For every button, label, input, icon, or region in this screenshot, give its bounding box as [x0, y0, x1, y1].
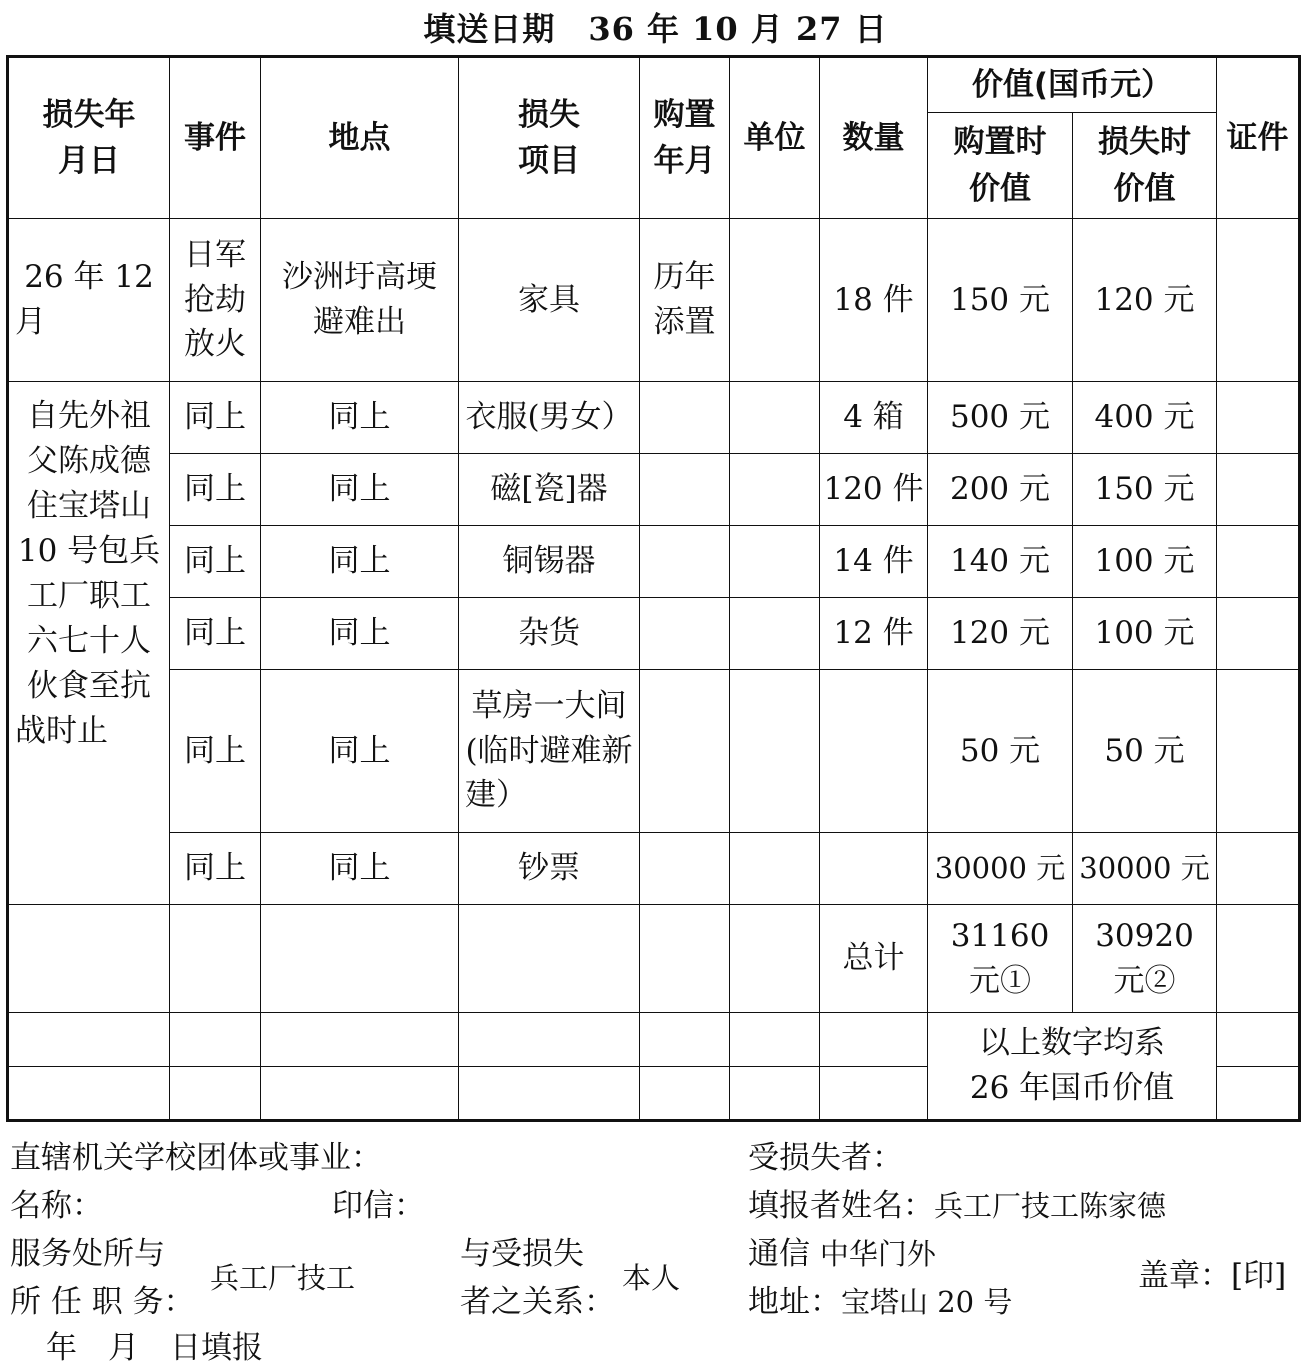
cell-loss-value: 100 元 — [1073, 526, 1217, 598]
cell-quantity: 14 件 — [820, 526, 928, 598]
cell-purchase-date — [640, 670, 730, 833]
reporter-value: 兵工厂技工陈家德 — [934, 1189, 1167, 1223]
table-row — [8, 219, 1300, 382]
relation-value: 本人 — [622, 1261, 681, 1295]
cell-event: 同上 — [170, 382, 261, 454]
cell-purchase-date — [640, 598, 730, 670]
address-value: 宝塔山 20 号 — [841, 1285, 1013, 1319]
header-loss-value: 损失时 价值 — [1073, 113, 1217, 219]
cell-quantity: 120 件 — [820, 454, 928, 526]
stamp-value: [印] — [1231, 1258, 1287, 1294]
cell-item: 磁[瓷]器 — [459, 454, 640, 526]
cell-quantity — [820, 833, 928, 905]
victim-label: 受损失者： — [748, 1140, 903, 1176]
cell-quantity: 18 件 — [820, 219, 928, 382]
table-row — [8, 454, 1300, 526]
header-event: 事件 — [170, 57, 261, 219]
cell-event: 同上 — [170, 526, 261, 598]
cell-quantity — [820, 670, 928, 833]
cell-purchase-value: 140 元 — [928, 526, 1073, 598]
cell-place: 同上 — [261, 526, 459, 598]
cell-place: 同上 — [261, 670, 459, 833]
org-label: 直辖机关学校团体或事业： — [10, 1140, 382, 1176]
cell-evidence — [1217, 526, 1300, 598]
comm-value: 中华门外 — [819, 1237, 936, 1271]
cell-quantity: 12 件 — [820, 598, 928, 670]
cell-evidence — [1217, 833, 1300, 905]
cell-item: 钞票 — [459, 833, 640, 905]
header-quantity: 数量 — [820, 57, 928, 219]
cell-item: 家具 — [459, 219, 640, 382]
cell-place: 同上 — [261, 382, 459, 454]
cell-evidence — [1217, 219, 1300, 382]
merged-note: 自先外祖父陈成德住宝塔山 10 号包兵工厂职工六七十人伙食至抗战时止 — [8, 382, 170, 905]
cell-item: 衣服(男女） — [459, 382, 640, 454]
cell-item: 杂货 — [459, 598, 640, 670]
cell-event: 同上 — [170, 670, 261, 833]
cell-item: 草房一大间(临时避难新建） — [459, 670, 640, 833]
cell-purchase-value: 500 元 — [928, 382, 1073, 454]
header-date: 损失年 月日 — [8, 57, 170, 219]
cell-place: 同上 — [261, 833, 459, 905]
cell-purchase-value: 50 元 — [928, 670, 1073, 833]
header-place: 地点 — [261, 57, 459, 219]
cell-event: 同上 — [170, 454, 261, 526]
cell-unit — [730, 526, 820, 598]
cell-purchase-value: 120 元 — [928, 598, 1073, 670]
name-label: 名称： — [10, 1188, 103, 1224]
cell-evidence — [1217, 670, 1300, 833]
cell-event: 日军抢劫放火 — [170, 219, 261, 382]
header-purchase-date: 购置 年月 — [640, 57, 730, 219]
cell-purchase-date — [640, 833, 730, 905]
table-row — [8, 526, 1300, 598]
cell-purchase-value: 30000 元 — [928, 833, 1073, 905]
cell-date: 26 年 12 月 — [8, 219, 170, 382]
total-loss-value: 30920 元② — [1073, 905, 1217, 1013]
total-label: 总计 — [820, 905, 928, 1013]
cell-unit — [730, 670, 820, 833]
reporter-label: 填报者姓名： — [748, 1188, 934, 1224]
table-row — [8, 598, 1300, 670]
cell-loss-value: 100 元 — [1073, 598, 1217, 670]
table-row — [8, 670, 1300, 833]
cell-unit — [730, 382, 820, 454]
header-purchase-value: 购置时 价值 — [928, 113, 1073, 219]
cell-place: 沙洲圩高埂避难出 — [261, 219, 459, 382]
cell-unit — [730, 454, 820, 526]
cell-evidence — [1217, 454, 1300, 526]
service-label-2: 所 任 职 务： — [10, 1284, 195, 1320]
service-label-1: 服务处所与 — [10, 1236, 165, 1272]
seal-label: 印信： — [332, 1188, 425, 1224]
header-item: 损失 项目 — [459, 57, 640, 219]
cell-unit — [730, 219, 820, 382]
cell-unit — [730, 833, 820, 905]
cell-item: 铜锡器 — [459, 526, 640, 598]
cell-evidence — [1217, 382, 1300, 454]
relation-label-2: 者之关系： — [460, 1284, 615, 1320]
cell-loss-value: 30000 元 — [1073, 833, 1217, 905]
loss-report-table — [6, 55, 1301, 1122]
cell-loss-value: 120 元 — [1073, 219, 1217, 382]
fill-date-line: 年 月 日填报 — [46, 1330, 263, 1366]
cell-unit — [730, 598, 820, 670]
cell-evidence — [1217, 598, 1300, 670]
cell-place: 同上 — [261, 598, 459, 670]
header-evidence: 证件 — [1217, 57, 1300, 219]
cell-event: 同上 — [170, 598, 261, 670]
cell-purchase-value: 150 元 — [928, 219, 1073, 382]
total-purchase-value: 31160 元① — [928, 905, 1073, 1013]
cell-event: 同上 — [170, 833, 261, 905]
table-row — [8, 833, 1300, 905]
cell-loss-value: 150 元 — [1073, 454, 1217, 526]
cell-purchase-date: 历年添置 — [640, 219, 730, 382]
value-note: 以上数字均系 26 年国币价值 — [928, 1013, 1217, 1121]
cell-loss-value: 400 元 — [1073, 382, 1217, 454]
header-unit: 单位 — [730, 57, 820, 219]
service-value: 兵工厂技工 — [210, 1261, 356, 1295]
total-row — [8, 905, 1300, 1013]
fill-date: 填送日期 36 年 10 月 27 日 — [423, 10, 888, 48]
table-row — [8, 382, 1300, 454]
cell-place: 同上 — [261, 454, 459, 526]
cell-purchase-date — [640, 454, 730, 526]
relation-label-1: 与受损失 — [460, 1236, 584, 1272]
cell-purchase-date — [640, 382, 730, 454]
comm-label: 通信 — [748, 1236, 810, 1272]
header-value-group: 价值(国币元） — [928, 57, 1217, 113]
cell-loss-value: 50 元 — [1073, 670, 1217, 833]
cell-purchase-date — [640, 526, 730, 598]
blank-row — [8, 1013, 1300, 1067]
stamp-label: 盖章： — [1138, 1258, 1231, 1294]
address-label: 地址： — [748, 1284, 841, 1320]
cell-quantity: 4 箱 — [820, 382, 928, 454]
cell-purchase-value: 200 元 — [928, 454, 1073, 526]
